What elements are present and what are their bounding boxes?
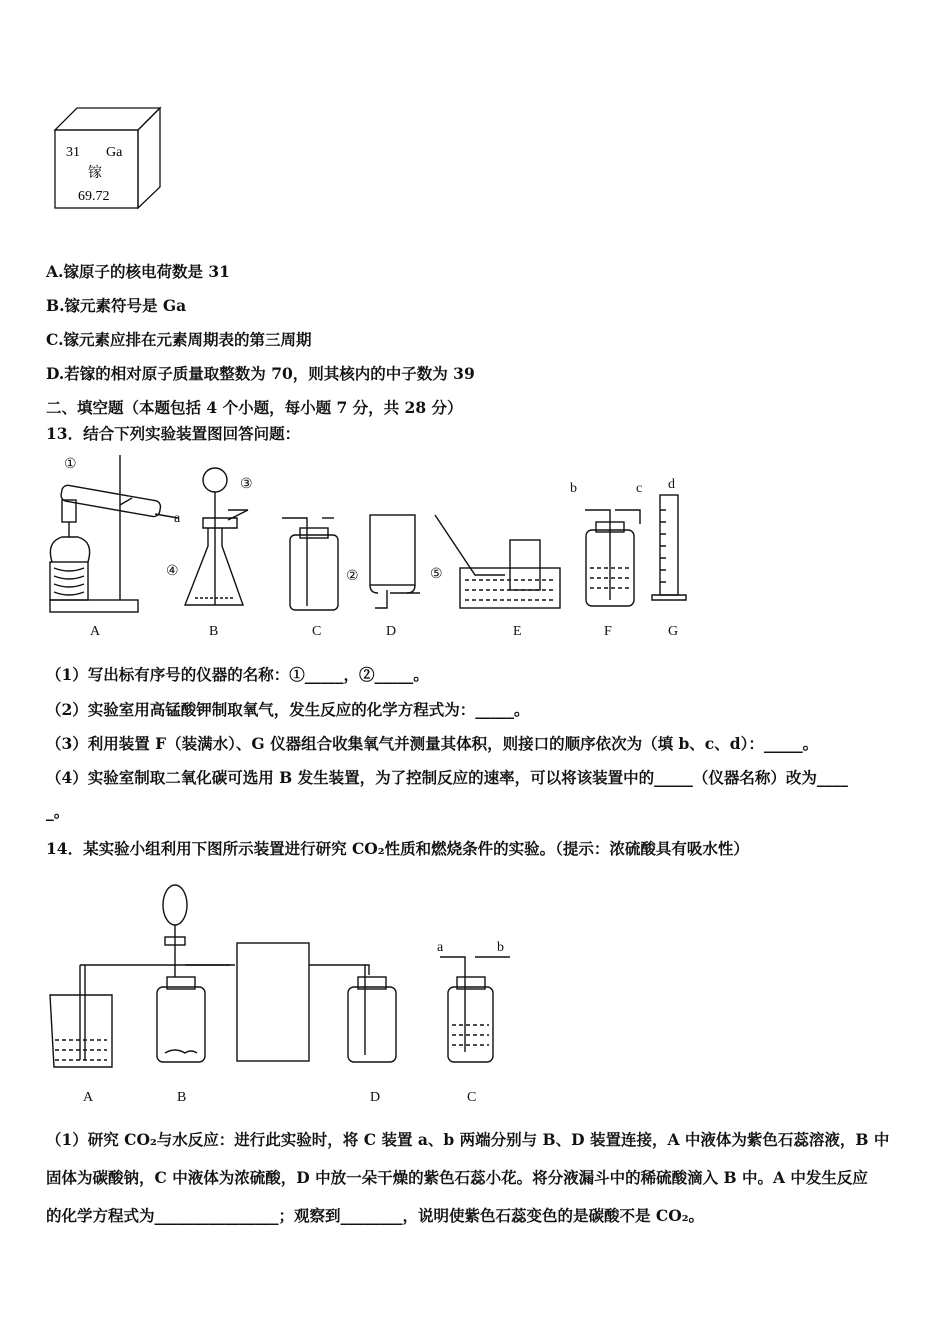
q14-label-d: D <box>370 1090 381 1105</box>
q13-part-1: （1）写出标有序号的仪器的名称：①_____，②_____。 <box>46 665 429 684</box>
q13-marker-5: ⑤ <box>430 567 443 582</box>
q14-apparatus-figure <box>45 875 525 1110</box>
q13-part-2: （2）实验室用高锰酸钾制取氧气，发生反应的化学方程式为：_____。 <box>46 700 530 719</box>
q14-part-1a: （1）研究 CO₂与水反应：进行此实验时，将 C 装置 a、b 两端分别与 B、D 装置连接，A 中液体为紫色石蕊溶液，B 中 <box>46 1130 890 1149</box>
q13-stem: 13．结合下列实验装置图回答问题： <box>46 424 301 443</box>
option-b: B.镓元素符号是 Ga <box>46 296 187 315</box>
q13-label-e: E <box>513 624 522 639</box>
q13-part-4b: _。 <box>46 802 70 821</box>
q13-marker-3: ③ <box>240 477 253 492</box>
q13-marker-b: b <box>570 481 577 496</box>
q14-part-1c: 的化学方程式为________________；观察到________，说明使紫色石蕊变色的是碳酸不是 CO₂。 <box>46 1206 705 1225</box>
q14-label-a: A <box>83 1090 94 1105</box>
element-mass: 69.72 <box>78 189 110 204</box>
q13-label-d: D <box>386 624 397 639</box>
q13-part-4a: （4）实验室制取二氧化碳可选用 B 发生装置，为了控制反应的速率，可以将该装置中的_____（仪器名称）改为____ <box>46 768 848 787</box>
element-number: 31 <box>66 145 80 160</box>
section-2-title: 二、填空题（本题包括 4 个小题，每小题 7 分，共 28 分） <box>46 398 463 417</box>
q13-label-b: B <box>209 624 219 639</box>
q13-label-f: F <box>604 624 612 639</box>
q13-label-c: C <box>312 624 322 639</box>
q14-label-b: B <box>177 1090 187 1105</box>
option-c: C.镓元素应排在元素周期表的第三周期 <box>46 330 312 349</box>
q13-marker-c: c <box>636 481 643 496</box>
option-a: A.镓原子的核电荷数是 31 <box>46 262 230 281</box>
q13-marker-a: a <box>174 511 181 526</box>
q14-stem: 14．某实验小组利用下图所示装置进行研究 CO₂性质和燃烧条件的实验。（提示：浓硫酸具有吸水性） <box>46 839 749 858</box>
q13-label-a: A <box>90 624 101 639</box>
q14-label-c: C <box>467 1090 477 1105</box>
q14-marker-a: a <box>437 940 444 955</box>
element-card-figure <box>50 100 165 215</box>
q13-label-g: G <box>668 624 679 639</box>
element-symbol: Ga <box>106 145 123 160</box>
q13-part-3: （3）利用装置 F（装满水）、G 仪器组合收集氧气并测量其体积，则接口的顺序依次为（填 b、c、d）：_____。 <box>46 734 819 753</box>
q13-marker-d: d <box>668 477 675 492</box>
q13-marker-4: ④ <box>166 564 179 579</box>
q13-marker-1: ① <box>64 457 77 472</box>
q13-apparatus-figure <box>40 450 700 645</box>
q14-marker-b: b <box>497 940 504 955</box>
q13-marker-2: ② <box>346 569 359 584</box>
q14-part-1b: 固体为碳酸钠，C 中液体为浓硫酸，D 中放一朵干燥的紫色石蕊小花。将分液漏斗中的稀硫酸滴入 B 中。A 中发生反应 <box>46 1168 868 1187</box>
option-d: D.若镓的相对原子质量取整数为 70，则其核内的中子数为 39 <box>46 364 475 383</box>
element-name: 镓 <box>88 166 102 181</box>
